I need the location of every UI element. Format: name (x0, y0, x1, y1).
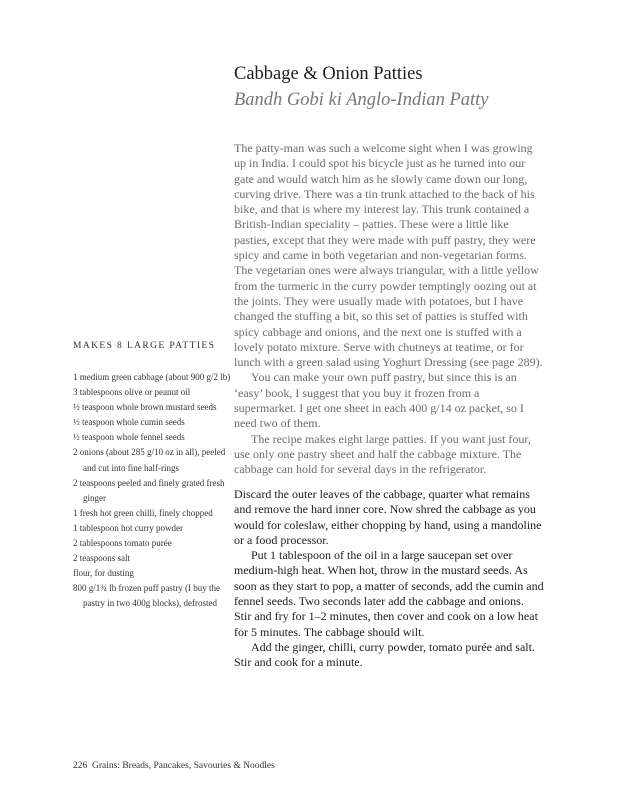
ingredient-item: 2 onions (about 285 g/10 oz in all), peeled and cut into fine half-rings (73, 447, 226, 473)
ingredient-item: 3 tablespoons olive or peanut oil (73, 387, 191, 398)
intro-text (234, 141, 544, 478)
method-text (234, 487, 544, 671)
recipe-title: Cabbage & Onion Patties (234, 64, 423, 84)
method-paragraph: Discard the outer leaves of the cabbage, quarter what remains and remove the hard inner core. Now shred the cabbage as you would for coleslaw, either chopping by hand, using a mandoline or a food processor. (234, 487, 542, 547)
section-title: Grains: Breads, Pancakes, Savouries & Noodles (92, 761, 275, 771)
page-number: 226 (73, 761, 88, 771)
ingredient-item: 2 tablespoons tomato purée (73, 538, 172, 549)
ingredient-item: ½ teaspoon whole brown mustard seeds (73, 402, 217, 413)
ingredient-item: flour, for dusting (73, 568, 134, 579)
ingredient-item: 1 medium green cabbage (about 900 g/2 lb) (73, 372, 231, 382)
ingredient-item: ½ teaspoon whole fennel seeds (73, 432, 185, 443)
ingredient-item: 1 fresh hot green chilli, finely chopped (73, 507, 213, 518)
recipe-subtitle: Bandh Gobi ki Anglo-Indian Patty (234, 90, 489, 110)
method-paragraph: Add the ginger, chilli, curry powder, tomato purée and salt. Stir and cook for a minute. (234, 639, 535, 670)
intro-paragraph: The recipe makes eight large patties. If you want just four, use only one pastry sheet and half the cabbage mixture. The cabbage can hold for several days in the refrigerator. (234, 431, 531, 477)
ingredient-list (73, 370, 233, 612)
yield-heading: MAKES 8 LARGE PATTIES (73, 341, 216, 351)
ingredient-item: 800 g/1¾ lb frozen puff pastry (I buy the pastry in two 400g blocks), defrosted (73, 583, 221, 609)
ingredient-item: 2 teaspoons peeled and finely grated fresh ginger (73, 477, 225, 503)
intro-paragraph: You can make your own puff pastry, but since this is an ‘easy’ book, I suggest that you buy it frozen from a supermarket. I get one sheet in each 400 g/14 oz packet, so I need two of them. (234, 370, 524, 431)
ingredient-item: 2 teaspoons salt (73, 553, 130, 564)
method-paragraph: Put 1 tablespoon of the oil in a large saucepan set over medium-high heat. When hot, throw in the mustard seeds. As soon as they start to pop, a matter of seconds, add the cumin and fennel seeds. Two seconds later add the cabbage and onions. Stir and fry for 1–2 minutes, then cover and cook on a low heat for 5 minutes. The cabbage should wilt. (234, 548, 544, 639)
intro-paragraph: The patty-man was such a welcome sight when I was growing up in India. I could spot his bicycle just as he turned into our gate and would watch him as he slowly came down our long, curving drive. There was a tin trunk attached to the back of his bike, and that is where my interest lay. This trunk contained a British-Indian speciality – patties. These were a little like pasties, except that they were made with puff pastry, they were spicy and came in both vegetarian and non-vegetarian forms. The vegetarian ones were always triangular, with a little yellow from the turmeric in the curry powder temptingly oozing out at the joints. They were usually made with potatoes, but I have changed the stuffing a bit, so this set of patties is stuffed with spicy cabbage and onions, and the next one is stuffed with a lovely potato mixture. Serve with chutneys at teatime, or for lunch with a green salad using Yoghurt Dressing (see page 289). (234, 141, 543, 370)
ingredient-item: 1 tablespoon hot curry powder (73, 522, 183, 533)
ingredient-item: ½ teaspoon whole cumin seeds (73, 417, 185, 428)
page-footer (73, 761, 275, 771)
